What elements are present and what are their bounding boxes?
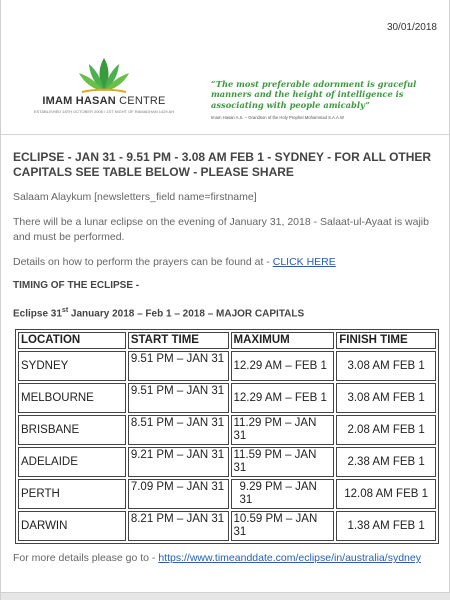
timing-heading: TIMING OF THE ECLIPSE - xyxy=(13,280,140,291)
centre-name xyxy=(29,95,179,107)
start-time-cell: 9.51 PM – JAN 31 xyxy=(128,351,229,381)
maximum-cell: 11.59 PM – JAN 31 xyxy=(231,447,335,477)
table-row xyxy=(18,511,436,541)
start-time-cell: 8.51 PM – JAN 31 xyxy=(128,415,229,445)
eclipse-times-table xyxy=(15,329,439,544)
subtitle-sup: st xyxy=(61,307,69,314)
table-subtitle xyxy=(13,307,439,319)
centre-name-light: CENTRE xyxy=(119,95,166,107)
table-row xyxy=(18,415,436,445)
start-time-cell: 8.21 PM – JAN 31 xyxy=(128,511,229,541)
finish-time-cell: 2.08 AM FEB 1 xyxy=(336,415,436,445)
start-time-cell: 7.09 PM – JAN 31 xyxy=(128,479,229,509)
column-header-finish-time: FINISH TIME xyxy=(336,332,436,349)
maximum-cell: 9.29 PM – JAN 31 xyxy=(231,479,335,509)
timeanddate-link[interactable]: https://www.timeanddate.com/eclipse/in/australia/sydney xyxy=(158,552,421,565)
subtitle-pre: Eclipse 31 xyxy=(13,308,62,320)
centre-name-bold: IMAM HASAN xyxy=(42,95,116,107)
lotus-logo-icon xyxy=(74,56,134,94)
location-cell: BRISBANE xyxy=(18,415,126,445)
maximum-cell: 12.29 AM – FEB 1 xyxy=(231,383,335,413)
finish-time-cell: 3.08 AM FEB 1 xyxy=(336,351,436,381)
table-row xyxy=(18,447,436,477)
quote-block xyxy=(211,79,441,120)
centre-logo xyxy=(29,56,179,128)
details-paragraph xyxy=(13,255,439,270)
location-cell: PERTH xyxy=(18,479,126,509)
footer-paragraph xyxy=(13,552,439,564)
start-time-cell: 9.21 PM – JAN 31 xyxy=(128,447,229,477)
header-divider xyxy=(1,134,450,135)
finish-time-cell: 1.38 AM FEB 1 xyxy=(336,511,436,541)
footer-text: For more details please go to - xyxy=(13,552,159,565)
click-here-link[interactable]: CLICK HERE xyxy=(272,256,336,268)
intro-paragraph: There will be a lunar eclipse on the evening of January 31, 2018 - Salaat-ul-Ayaat is wajib and must be performed. xyxy=(13,216,429,243)
finish-time-cell: 3.08 AM FEB 1 xyxy=(336,383,436,413)
location-cell: MELBOURNE xyxy=(18,383,126,413)
maximum-cell: 12.29 AM – FEB 1 xyxy=(231,351,335,381)
bottom-strip xyxy=(1,592,450,600)
newsletter-body xyxy=(13,150,439,564)
location-cell: ADELAIDE xyxy=(18,447,126,477)
table-header-row xyxy=(18,332,436,349)
newsletter-date: 30/01/2018 xyxy=(386,22,437,33)
newsletter-title: ECLIPSE - JAN 31 - 9.51 PM - 3.08 AM FEB 1 - SYDNEY - FOR ALL OTHER CAPITALS SEE TABLE BELOW - PLEASE SHARE xyxy=(13,150,432,179)
subtitle-post: January 2018 – Feb 1 – 2018 – MAJOR CAPITALS xyxy=(68,308,305,320)
column-header-location: LOCATION xyxy=(18,332,126,349)
table-row xyxy=(18,351,436,381)
quote-text: “The most preferable adornment is graceful manners and the height of intelligence is associating with people amicably” xyxy=(211,79,417,110)
start-time-cell: 9.51 PM – JAN 31 xyxy=(128,383,229,413)
table-row xyxy=(18,479,436,509)
location-cell: SYDNEY xyxy=(18,351,126,381)
centre-tagline: ESTABLISHED 18TH OCTOBER 2008 / 1ST NIGHT OF RAMADHAN 1429 AH xyxy=(33,109,175,114)
greeting-text: Salaam Alaykum [newsletters_field name=firstname] xyxy=(13,191,257,203)
column-header-maximum: MAXIMUM xyxy=(231,332,335,349)
finish-time-cell: 2.38 AM FEB 1 xyxy=(336,447,436,477)
quote-attribution: Imam Hasan A.S. – Grandson of the Holy Prophet Mohammad S.A.A.W xyxy=(211,114,344,120)
details-text: Details on how to perform the prayers can be found at - xyxy=(13,256,273,268)
location-cell: DARWIN xyxy=(18,511,126,541)
maximum-cell: 10.59 PM – JAN 31 xyxy=(231,511,335,541)
table-row xyxy=(18,383,436,413)
finish-time-cell: 12.08 AM FEB 1 xyxy=(336,479,436,509)
column-header-start-time: START TIME xyxy=(128,332,229,349)
maximum-cell: 11.29 PM – JAN 31 xyxy=(231,415,335,445)
newsletter-header xyxy=(1,52,450,132)
